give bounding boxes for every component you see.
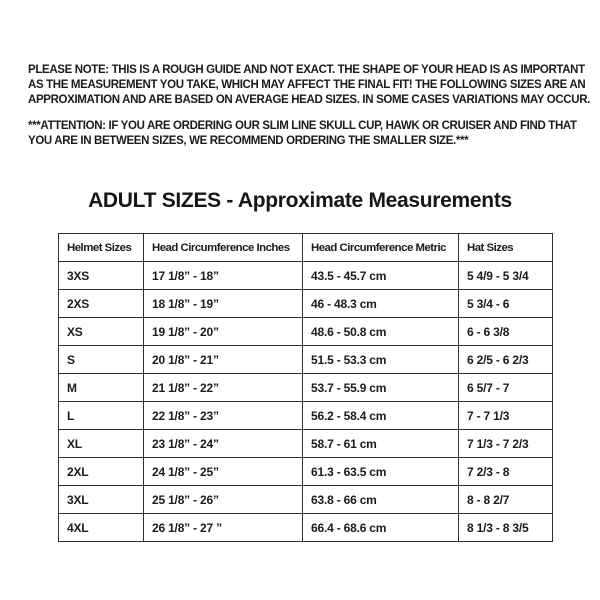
table-cell: 6 2/5 - 6 2/3 bbox=[459, 346, 553, 374]
table-row bbox=[59, 486, 553, 514]
table-cell: 7 - 7 1/3 bbox=[459, 402, 553, 430]
table-cell: 18 1/8” - 19” bbox=[144, 290, 303, 318]
page-title: ADULT SIZES - Approximate Measurements bbox=[88, 189, 512, 212]
please-note-line: AS THE MEASUREMENT YOU TAKE, WHICH MAY AFFECT THE FINAL FIT! THE FOLLOWING SIZES ARE AN bbox=[28, 79, 586, 92]
table-cell: 7 1/3 - 7 2/3 bbox=[459, 430, 553, 458]
table-cell: 5 4/9 - 5 3/4 bbox=[459, 262, 553, 290]
table-cell: M bbox=[59, 374, 144, 402]
table-cell: XS bbox=[59, 318, 144, 346]
table-cell: S bbox=[59, 346, 144, 374]
table-row bbox=[59, 430, 553, 458]
table-cell: 53.7 - 55.9 cm bbox=[303, 374, 459, 402]
attention-line: YOU ARE IN BETWEEN SIZES, WE RECOMMEND ORDERING THE SMALLER SIZE.*** bbox=[28, 135, 469, 148]
table-cell: 24 1/8” - 25” bbox=[144, 458, 303, 486]
table-cell: 26 1/8” - 27 ” bbox=[144, 514, 303, 542]
table-cell: 19 1/8” - 20” bbox=[144, 318, 303, 346]
table-cell: 8 - 8 2/7 bbox=[459, 486, 553, 514]
please-note-line: PLEASE NOTE: THIS IS A ROUGH GUIDE AND NOT EXACT. THE SHAPE OF YOUR HEAD IS AS IMPORTANT bbox=[28, 64, 585, 76]
table-row bbox=[59, 374, 553, 402]
table-cell: 5 3/4 - 6 bbox=[459, 290, 553, 318]
table-cell: 58.7 - 61 cm bbox=[303, 430, 459, 458]
table-row bbox=[59, 458, 553, 486]
table-row bbox=[59, 402, 553, 430]
table-cell: 4XL bbox=[59, 514, 144, 542]
size-table-body bbox=[59, 262, 553, 542]
table-cell: 66.4 - 68.6 cm bbox=[303, 514, 459, 542]
table-cell: L bbox=[59, 402, 144, 430]
table-cell: 22 1/8” - 23” bbox=[144, 402, 303, 430]
table-cell: 48.6 - 50.8 cm bbox=[303, 318, 459, 346]
table-cell: XL bbox=[59, 430, 144, 458]
table-cell: 21 1/8” - 22” bbox=[144, 374, 303, 402]
table-cell: 43.5 - 45.7 cm bbox=[303, 262, 459, 290]
table-cell: 20 1/8” - 21” bbox=[144, 346, 303, 374]
table-cell: 8 1/3 - 8 3/5 bbox=[459, 514, 553, 542]
table-cell: 51.5 - 53.3 cm bbox=[303, 346, 459, 374]
table-cell: 56.2 - 58.4 cm bbox=[303, 402, 459, 430]
table-cell: 25 1/8” - 26” bbox=[144, 486, 303, 514]
table-cell: 17 1/8” - 18” bbox=[144, 262, 303, 290]
table-row bbox=[59, 290, 553, 318]
table-header-row bbox=[59, 234, 553, 262]
table-cell: 6 5/7 - 7 bbox=[459, 374, 553, 402]
size-table bbox=[58, 233, 553, 542]
table-row bbox=[59, 514, 553, 542]
table-cell: 23 1/8” - 24” bbox=[144, 430, 303, 458]
please-note-text bbox=[28, 63, 590, 109]
table-cell: 46 - 48.3 cm bbox=[303, 290, 459, 318]
table-row bbox=[59, 318, 553, 346]
col-header-circumference-inches: Head Circumference Inches bbox=[144, 234, 303, 262]
table-row bbox=[59, 262, 553, 290]
please-note-line: APPROXIMATION AND ARE BASED ON AVERAGE HEAD SIZES. IN SOME CASES VARIATIONS MAY OCCUR. bbox=[28, 94, 590, 107]
table-cell: 2XS bbox=[59, 290, 144, 318]
table-cell: 63.8 - 66 cm bbox=[303, 486, 459, 514]
col-header-circumference-metric: Head Circumference Metric bbox=[303, 234, 459, 262]
table-cell: 3XL bbox=[59, 486, 144, 514]
table-cell: 2XL bbox=[59, 458, 144, 486]
table-cell: 61.3 - 63.5 cm bbox=[303, 458, 459, 486]
col-header-hat-sizes: Hat Sizes bbox=[459, 234, 553, 262]
attention-text bbox=[28, 119, 582, 149]
table-cell: 3XS bbox=[59, 262, 144, 290]
col-header-helmet-sizes: Helmet Sizes bbox=[59, 234, 144, 262]
table-cell: 7 2/3 - 8 bbox=[459, 458, 553, 486]
table-cell: 6 - 6 3/8 bbox=[459, 318, 553, 346]
table-row bbox=[59, 346, 553, 374]
attention-line: ***ATTENTION: IF YOU ARE ORDERING OUR SLIM LINE SKULL CUP, HAWK OR CRUISER AND FIND THAT bbox=[28, 120, 577, 132]
